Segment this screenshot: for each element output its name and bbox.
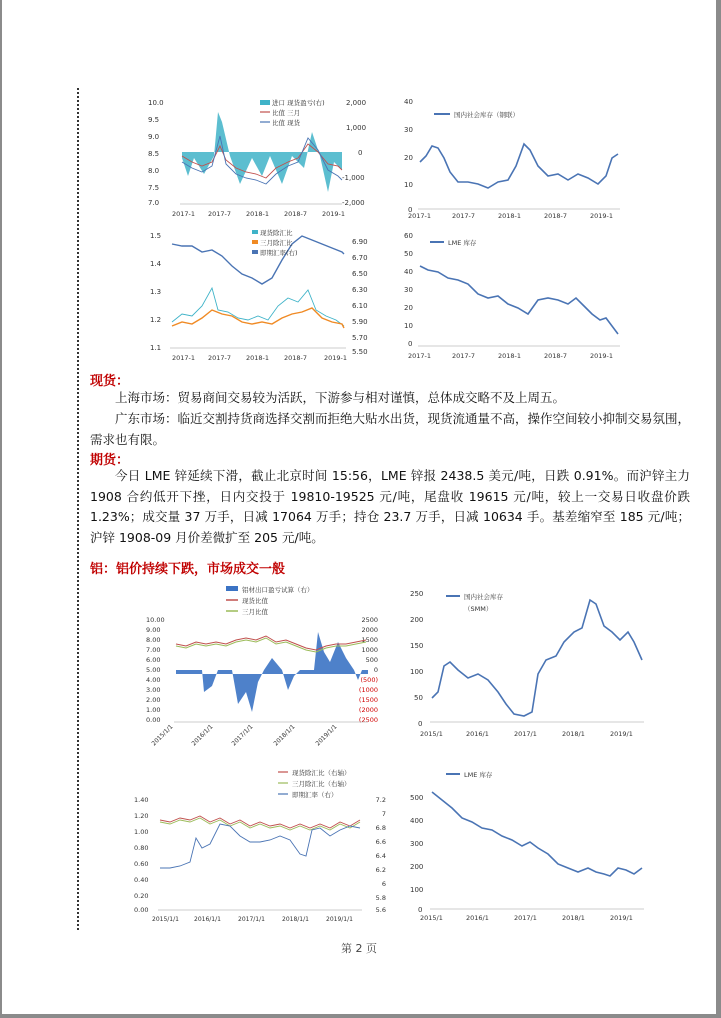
al-domestic-inv-line — [432, 600, 642, 716]
legend-label: 国内社会库存（钢联） — [454, 111, 519, 119]
legend-label: 即期汇率（右） — [292, 791, 338, 799]
y2tick: 5.6 — [375, 906, 386, 914]
xtick: 2017-7 — [208, 354, 232, 362]
ytick: 4.00 — [146, 676, 161, 684]
ytick: 10 — [404, 181, 413, 189]
y2tick: 6.8 — [375, 824, 386, 832]
y2tick: 7.2 — [375, 796, 386, 804]
xtick: 2017/1 — [514, 914, 537, 922]
zinc-fx-ratio-chart — [142, 226, 378, 364]
ytick: 1.20 — [134, 812, 149, 820]
ytick: 100 — [410, 886, 424, 894]
ytick: 50 — [414, 694, 423, 702]
ytick: 40 — [404, 98, 413, 106]
legend-label: 铝材出口盈亏试算（右） — [242, 586, 314, 594]
legend-label: 比值 三月 — [272, 109, 301, 117]
legend-label: 三月除汇比（右轴） — [292, 780, 351, 788]
y2tick: 2000 — [361, 626, 378, 634]
ytick: 100 — [410, 668, 424, 676]
spot-guangdong-paragraph: 广东市场：临近交割持货商选择交割而拒绝大贴水出货，现货流通量不高，操作空间较小抑制交易氛围，需求也有限。 — [90, 411, 691, 447]
xtick: 2019-1 — [590, 212, 614, 220]
ytick: 7.00 — [146, 646, 161, 654]
xtick: 2019/1 — [610, 730, 633, 738]
y2tick-negative: (1500 — [358, 696, 378, 704]
ytick: 7.5 — [148, 184, 160, 192]
futures-heading: 期货： — [90, 453, 130, 468]
ytick: 0.40 — [134, 876, 149, 884]
ytick: 0.60 — [134, 860, 149, 868]
aluminum-heading: 铝：铝价持续下跌，市场成交一般 — [90, 562, 286, 577]
zinc-domestic-inventory-chart — [398, 92, 628, 220]
ytick: 1.1 — [150, 344, 162, 352]
y2tick-negative: (2000 — [358, 706, 378, 714]
ytick: 1.5 — [150, 232, 162, 240]
ytick: 9.0 — [148, 133, 160, 141]
xtick: 2015/1 — [420, 730, 443, 738]
xtick: 2018-1 — [498, 212, 522, 220]
aluminum-fx-ratio-chart — [130, 764, 386, 924]
ytick: 1.00 — [134, 828, 149, 836]
legend-label: LME 库存 — [448, 239, 477, 247]
ytick: 500 — [410, 794, 424, 802]
ytick: 10.00 — [146, 616, 165, 624]
ytick: 20 — [404, 154, 413, 162]
xtick: 2019-1 — [322, 210, 346, 218]
xtick: 2015/1/1 — [152, 916, 179, 923]
zinc-domestic-inv-legend — [434, 110, 519, 119]
y2tick: 6.2 — [375, 866, 386, 874]
spot-shanghai-paragraph: 上海市场：贸易商间交易较为活跃，下游参与相对谨慎，总体成交略不及上周五。 — [115, 390, 566, 405]
zinc-domestic-inv-line — [420, 144, 618, 188]
ytick: 0 — [418, 720, 423, 728]
margin-dotted-line — [77, 88, 79, 930]
xtick: 2017/1/1 — [230, 723, 255, 748]
ytick: 8.5 — [148, 150, 160, 158]
ytick: 8.0 — [148, 167, 160, 175]
xtick: 2017-1 — [172, 210, 196, 218]
xtick: 2017-1 — [408, 212, 432, 220]
ytick: 10.0 — [148, 99, 164, 107]
xtick: 2016/1 — [466, 914, 489, 922]
zinc-lme-inv-line — [420, 266, 618, 334]
xtick: 2019/1 — [610, 914, 633, 922]
xtick: 2015/1 — [420, 914, 443, 922]
ytick: 3.00 — [146, 686, 161, 694]
y2tick: 6.6 — [375, 838, 386, 846]
xtick: 2017-7 — [452, 212, 476, 220]
xtick: 2018-1 — [246, 210, 270, 218]
ytick: 0 — [408, 206, 413, 214]
xtick: 2017-7 — [452, 352, 476, 360]
xtick: 2016/1 — [466, 730, 489, 738]
ytick: 0.80 — [134, 844, 149, 852]
y2tick: 1000 — [361, 646, 378, 654]
ytick: 150 — [410, 642, 424, 650]
legend-label: 进口 现货盈亏(右) — [272, 99, 325, 107]
al-fx-rate-line — [160, 824, 360, 868]
zinc-lme-inventory-chart — [398, 226, 628, 364]
zinc-ratio-y2axis — [342, 99, 366, 207]
aluminum-lme-inventory-chart — [398, 764, 650, 924]
y2tick: 5.50 — [352, 348, 368, 356]
ytick: 250 — [410, 590, 424, 598]
zinc-ratio-legend — [260, 98, 325, 127]
al-lme-inv-line — [432, 792, 642, 876]
xtick: 2017-1 — [408, 352, 432, 360]
y2tick: 6.70 — [352, 254, 368, 262]
xtick: 2016/1/1 — [194, 916, 221, 923]
ytick: 40 — [404, 268, 413, 276]
y2tick-negative: (2500 — [358, 716, 378, 724]
y2tick-negative: (500) — [360, 676, 378, 684]
legend-label: 三月除汇比 — [260, 239, 293, 247]
ytick: 1.40 — [134, 796, 149, 804]
y2tick: 6 — [381, 880, 386, 888]
ytick: 60 — [404, 232, 413, 240]
xtick: 2018-1 — [498, 352, 522, 360]
ytick: 8.00 — [146, 636, 161, 644]
legend-label: LME 库存 — [464, 771, 493, 779]
y2tick: 2500 — [361, 616, 378, 624]
y2tick: 1500 — [361, 636, 378, 644]
ytick: 200 — [410, 616, 424, 624]
aluminum-domestic-inventory-chart — [398, 582, 650, 746]
xtick: 2016/1/1 — [190, 723, 215, 748]
legend-label: 三月比值 — [242, 608, 268, 616]
legend-label: 比值 现货 — [272, 119, 301, 127]
ytick: 0.00 — [146, 716, 161, 724]
ytick: 2.00 — [146, 696, 161, 704]
zinc-ratio-xaxis — [172, 204, 345, 218]
y2tick: 0 — [373, 666, 378, 674]
y2tick: 2,000 — [346, 99, 367, 107]
ytick: 400 — [410, 817, 424, 825]
ytick: 1.3 — [150, 288, 162, 296]
spot-heading: 现货： — [90, 374, 130, 389]
legend-label: 国内社会库存 — [464, 593, 503, 601]
xtick: 2018/1 — [562, 730, 585, 738]
legend-label: 即期汇率(右) — [260, 249, 298, 257]
zinc-ratio-yaxis — [148, 99, 164, 207]
legend-label: 现货除汇比 — [260, 229, 293, 237]
ytick: 5.00 — [146, 666, 161, 674]
document-page — [2, 0, 716, 1014]
aluminum-ratio-chart — [142, 582, 378, 752]
ytick: 1.2 — [150, 316, 162, 324]
xtick: 2019/1/1 — [326, 916, 353, 923]
ytick: 0.20 — [134, 892, 149, 900]
xtick: 2019/1/1 — [314, 723, 339, 748]
xtick: 2018/1/1 — [272, 723, 297, 748]
legend-label: 现货除汇比（右轴） — [292, 769, 351, 777]
y2tick: 500 — [365, 656, 378, 664]
ytick: 10 — [404, 322, 413, 330]
ytick: 0 — [418, 906, 423, 914]
y2tick: 5.90 — [352, 318, 368, 326]
ytick: 0 — [408, 340, 413, 348]
y2tick: 6.4 — [375, 852, 386, 860]
ytick: 6.00 — [146, 656, 161, 664]
xtick: 2018-7 — [544, 212, 568, 220]
y2tick: 5.8 — [375, 894, 386, 902]
xtick: 2017/1/1 — [238, 916, 265, 923]
ytick: 20 — [404, 304, 413, 312]
xtick: 2017-1 — [172, 354, 196, 362]
page-number-footer: 第 2 页 — [341, 942, 377, 955]
ytick: 300 — [410, 840, 424, 848]
xtick: 2018-7 — [284, 354, 308, 362]
futures-paragraph: 今日 LME 锌延续下滑，截止北京时间 15:56，LME 锌报 2438.5 美元/吨，日跌 0.91%。而沪锌主力 1908 合约低开下挫，日内交投于 19810-19525 元/吨，尾盘收 19615 元/吨，较上一交易日收盘价跌 1.23%；成交量 37 万手，日减 17064 万手；持仓 23.7 万手，日减 10634 手。基差缩窄至 185 元/吨；沪锌 1908-09 月价差微扩至 205 元/吨。 — [90, 468, 690, 545]
y2tick-negative: (1000 — [358, 686, 378, 694]
ytick: 9.5 — [148, 116, 160, 124]
xtick: 2018/1 — [562, 914, 585, 922]
xtick: 2018-7 — [544, 352, 568, 360]
xtick: 2019-1 — [590, 352, 614, 360]
legend-label: 现货比值 — [242, 597, 268, 605]
xtick: 2015/1/1 — [150, 723, 175, 748]
legend-label: （SMM） — [464, 605, 493, 613]
zinc-ratio-chart — [142, 92, 378, 220]
y2tick: 6.10 — [352, 302, 368, 310]
xtick: 2018-1 — [246, 354, 270, 362]
ytick: 1.4 — [150, 260, 162, 268]
y2tick: 6.90 — [352, 238, 368, 246]
ytick: 0.00 — [134, 906, 149, 914]
xtick: 2017/1 — [514, 730, 537, 738]
ytick: 50 — [404, 250, 413, 258]
y2tick: 6.50 — [352, 270, 368, 278]
xtick: 2018-7 — [284, 210, 308, 218]
ytick: 200 — [410, 863, 424, 871]
ytick: 30 — [404, 286, 413, 294]
y2tick: 7 — [381, 810, 386, 818]
y2tick: 0 — [358, 149, 363, 157]
y2tick: 6.30 — [352, 286, 368, 294]
ytick: 9.00 — [146, 626, 161, 634]
xtick: 2019-1 — [324, 354, 348, 362]
y2tick: 5.70 — [352, 334, 368, 342]
ytick: 1.00 — [146, 706, 161, 714]
y2tick: -1,000 — [342, 174, 365, 182]
ytick: 7.0 — [148, 199, 160, 207]
xtick: 2017-7 — [208, 210, 232, 218]
y2tick: -2,000 — [342, 199, 365, 207]
xtick: 2018/1/1 — [282, 916, 309, 923]
ytick: 30 — [404, 126, 413, 134]
y2tick: 1,000 — [346, 124, 367, 132]
